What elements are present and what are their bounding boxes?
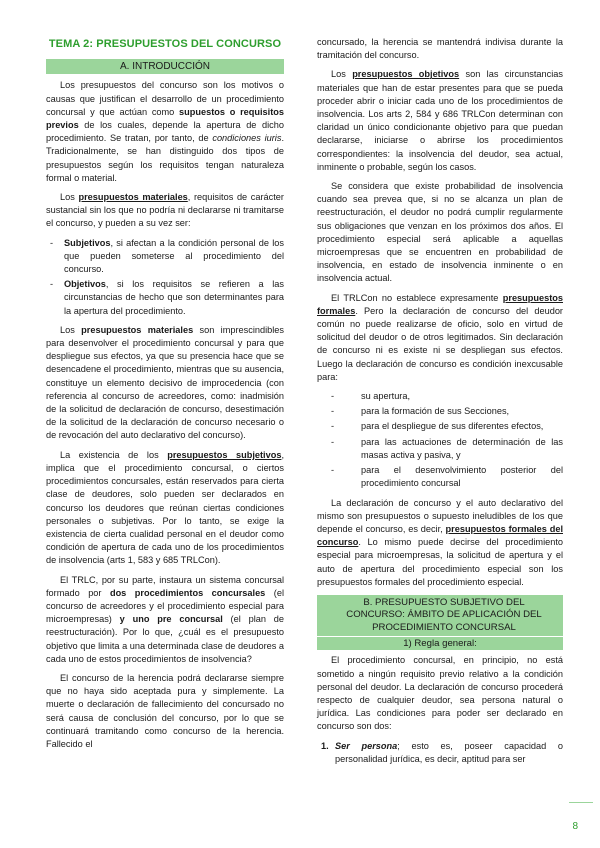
paragraph: Los presupuestos materiales son imprescindibles para desenvolver el procedimiento concursal y para que despliegue sus efectos, ya que su presencia hace que se desencadene el procedimiento, mientras que su ausencia, constituye un elemento decisivo de improcedencia (con referencia al concurso de acreedores, como: inadmisión de la solicitud de declaración de concurso, desestimación de la solicitud de la declaración de concurso necesario o de revocación del auto declarativo del concurso). bbox=[46, 324, 284, 441]
list-item: - Subjetivos, si afectan a la condición personal de los que pueden someterse al procedimiento del concurso. bbox=[46, 237, 284, 277]
section-b-heading: B. PRESUPUESTO SUBJETIVO DEL CONCURSO: ÁMBITO DE APLICACIÓN DEL PROCEDIMIENTO CONCURSAL bbox=[317, 595, 563, 636]
list-item: 1. Ser persona; esto es, poseer capacidad o personalidad jurídica, es decir, aptitud para ser bbox=[321, 740, 563, 764]
left-column bbox=[46, 36, 284, 757]
paragraph: El TRLC, por su parte, instaura un sistema concursal formado por dos procedimientos concursales (el concurso de acreedores y el procedimiento especial para microempresas) y uno pre concursal (el plan de reestructuración). Por lo que, ¿cuál es el presupuesto objetivo que limita a una determinada clase de deudores a cada uno de estos procedimientos de insolvencia? bbox=[46, 574, 285, 664]
conditions-list bbox=[317, 390, 563, 490]
list-item: - para el despliegue de sus diferentes efectos, bbox=[331, 420, 563, 433]
paragraph: Los presupuestos materiales, requisitos de carácter sustancial sin los que no podría ni declararse ni tramitarse el concurso, y pueden a su vez ser: bbox=[46, 192, 284, 229]
paragraph: Los presupuestos objetivos son las circunstancias materiales que han de estar presentes para que se pueda proceder abrir o iniciar cada uno de los procedimientos de insolvencia. Los arts 2, 584 y 686 TRLCon determinan con claridad un único condicionante objetivo para que puedan declararse, iniciarse o abrirse los procedimientos correspondientes: la insolvencia del deudor, sea actual, inminente o probable, según los casos. bbox=[317, 69, 563, 172]
paragraph: Se considera que existe probabilidad de insolvencia cuando sea prevea que, si no se alcanza un plan de reestructuración, el deudor no podrá cumplir regularmente sus obligaciones que venzan en los próximos dos años. El procedimiento especial será aplicable a aquellas microempresas que se encuentren en probabilidad de insolvencia, en estado de insolvencia inminente o en insolvencia actual. bbox=[317, 181, 563, 284]
subsection-heading: 1) Regla general: bbox=[317, 637, 563, 650]
paragraph: El concurso de la herencia podrá declararse siempre que no haya sido aceptada pura y simplemente. La muerte o declaración de fallecimiento del concursado no será causa de conclusión del concurso, por lo que se continuará tramitando como concurso de la herencia. Fallecido el bbox=[46, 672, 284, 749]
page-number: 8 bbox=[572, 821, 578, 832]
list-item: - para las actuaciones de determinación de las masas activa y pasiva, y bbox=[331, 436, 563, 462]
paragraph: La declaración de concurso y el auto declarativo del mismo son presupuestos o supuesto ineludibles de los que depende el concurso, es decir, presupuestos formales del concurso. Lo mismo puede decirse del procedimiento especial para microempresas, la solicitud de apertura y el auto de apertura del procedimiento especial son los presupuestos formales del procedimiento especial. bbox=[317, 497, 563, 587]
material-types-list bbox=[46, 237, 284, 318]
page-title: TEMA 2: PRESUPUESTOS DEL CONCURSO bbox=[48, 38, 282, 50]
paragraph: Los presupuestos del concurso son los motivos o causas que justifican el desarrollo de un procedimiento concursal y que actúan como supuestos o requisitos previos de los cuales, depende la apertura de dicho procedimiento. Se tratan, por tanto, de condiciones iuris. Tradicionalmente, se han distinguido dos tipos de presupuestos según los requisitos tengan naturaleza formal o material. bbox=[46, 80, 284, 183]
paragraph: La existencia de los presupuestos subjetivos, implica que el procedimiento concursal, o ciertos procedimientos concursales, están reservados para cierta clase de deudores, solo pueden ser declarados en concurso los deudores que reúnan ciertas condiciones personales o subjetivas. Por lo tanto, se exige la existencia de cierta cualidad personal en el deudor como condición de apertura de cada uno de los procedimientos de insolvencia (arts 1, 583 y 685 TRLCon). bbox=[46, 449, 284, 566]
footer-rule bbox=[569, 802, 593, 803]
list-item: - su apertura, bbox=[331, 390, 563, 403]
paragraph: El TRLCon no establece expresamente presupuestos formales. Pero la declaración de concurso del deudor común no puede realizarse de oficio, solo en virtud de solicitud del deudor o de otros legitimados. Sin declaración de concurso ni es existe ni se despliegan sus efectos. Luego la declaración de concurso es condición inexcusable para: bbox=[317, 292, 563, 382]
list-item: - para la formación de sus Secciones, bbox=[331, 405, 563, 418]
paragraph: El procedimiento concursal, en principio, no está sometido a ningún requisito previo relativo a la condición personal del deudor. La declaración de concurso procederá respecto de cualquier deudor, sea persona natural o jurídica. Las condiciones para poder ser declarado en concurso son dos: bbox=[317, 655, 563, 732]
section-a-heading: A. INTRODUCCIÓN bbox=[46, 59, 284, 74]
right-column bbox=[317, 36, 563, 772]
list-item: - Objetivos, si los requisitos se refieren a las circunstancias de hecho que son determinantes para la apertura del procedimiento. bbox=[46, 278, 284, 318]
list-item: - para el desenvolvimiento posterior del procedimiento concursal bbox=[331, 464, 563, 490]
paragraph: concursado, la herencia se mantendrá indivisa durante la tramitación del concurso. bbox=[317, 37, 563, 61]
conditions-numbered-list bbox=[317, 740, 563, 766]
